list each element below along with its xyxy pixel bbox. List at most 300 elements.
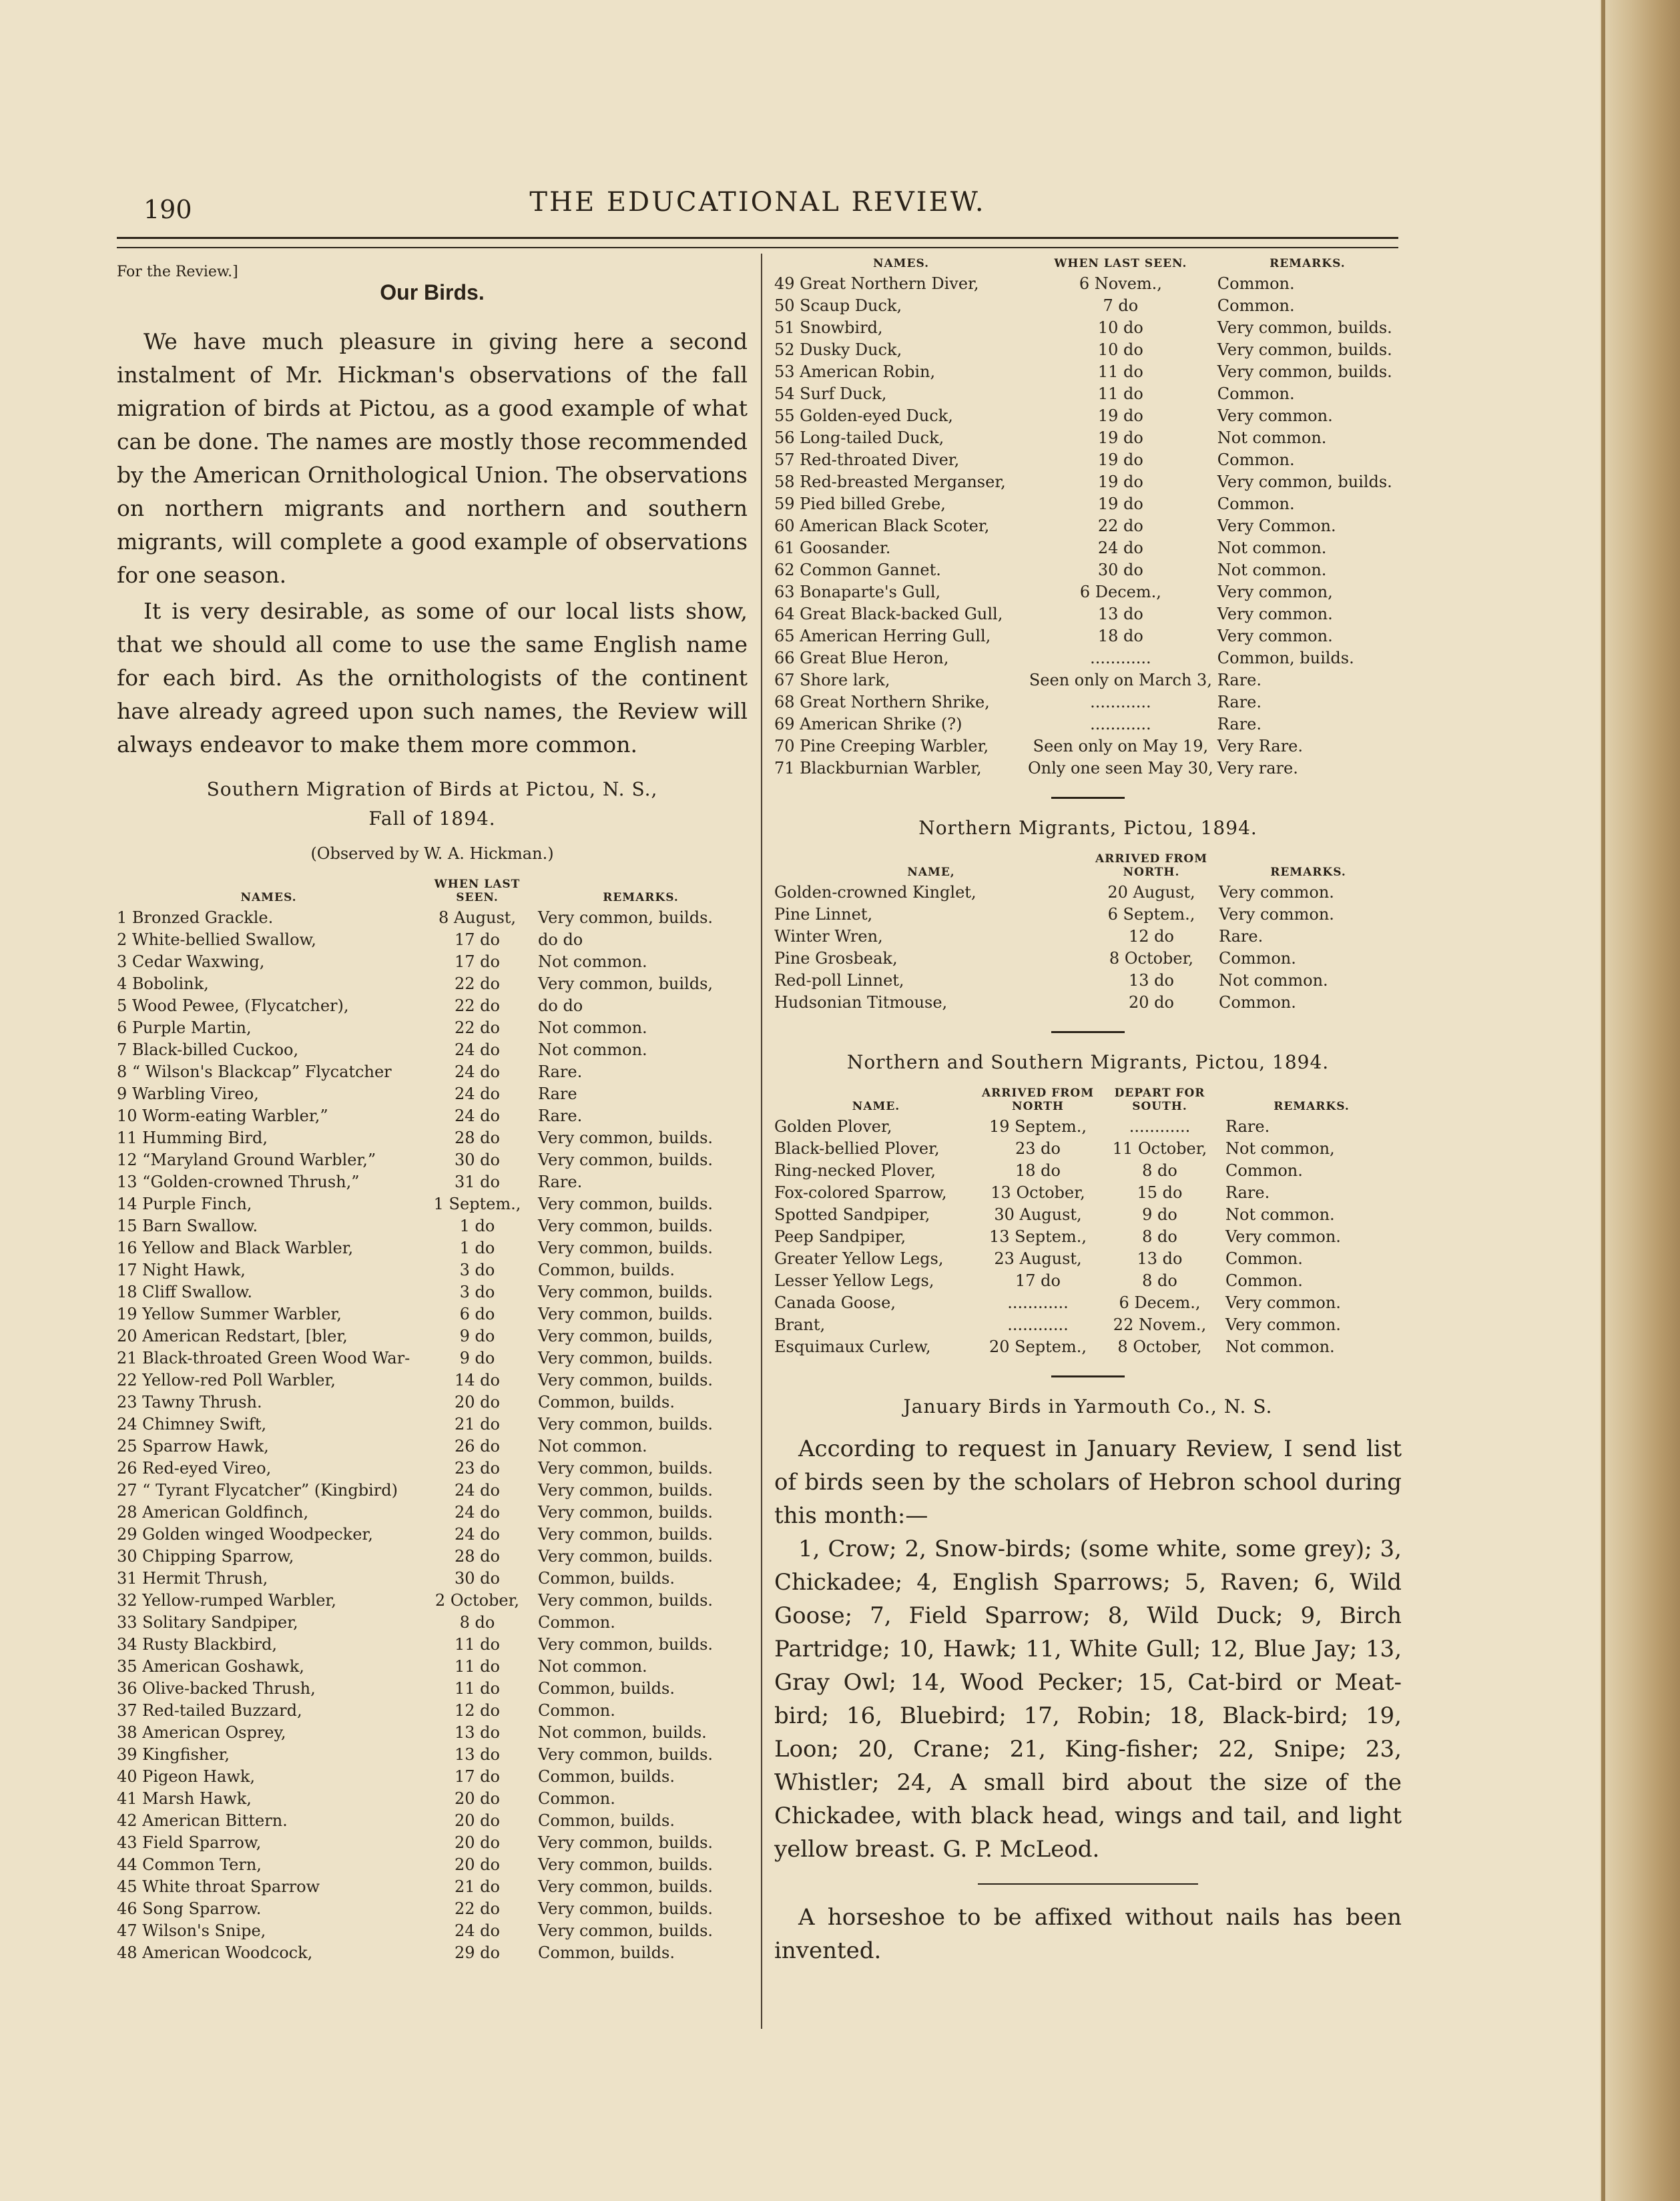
bird-name: 67 Shore lark,	[774, 671, 890, 689]
bird-name: 4 Bobolink,	[117, 974, 209, 993]
remarks: Very common, builds,	[538, 974, 714, 993]
north-south-rows	[774, 1116, 1402, 1358]
last-seen: 24 do	[455, 1062, 500, 1081]
table-row	[117, 1678, 748, 1700]
table-row	[117, 1436, 748, 1458]
bird-name: 70 Pine Creeping Warbler,	[774, 737, 989, 755]
last-seen: 10 do	[1097, 340, 1143, 359]
table-row	[774, 647, 1402, 669]
north-south-migrants-title: Northern and Southern Migrants, Pictou, 1894.	[846, 1051, 1330, 1073]
table-row	[117, 951, 748, 973]
last-seen: ............	[1090, 693, 1151, 711]
table-row	[117, 1832, 748, 1854]
bird-name: 39 Kingfisher,	[117, 1745, 230, 1764]
depart-for-south: 8 do	[1142, 1271, 1177, 1290]
remarks: Very Rare.	[1217, 737, 1303, 755]
column-header-when: WHEN LAST SEEN.	[1054, 257, 1187, 270]
northern-migrants-table	[774, 852, 1402, 1014]
last-seen: 24 do	[455, 1503, 500, 1522]
table-row	[774, 691, 1402, 713]
remarks: Common.	[538, 1789, 615, 1808]
table-row	[117, 1656, 748, 1678]
arrived-from-north: 20 Septem.,	[989, 1337, 1087, 1356]
last-seen: 22 do	[455, 1899, 500, 1918]
remarks: Rare	[538, 1084, 577, 1103]
bird-name: 36 Olive-backed Thrush,	[117, 1679, 316, 1698]
intro-paragraph-1: We have much pleasure in giving here a second instalment of Mr. Hickman's observations of the fall migration of birds at Pictou, as a good example of what can be done. The names are mostly those recommended by the American Ornithological Union. The observations on northern migrants and northern and southern migrants, will complete a good example of observations for one season.	[117, 328, 748, 588]
last-seen: 22 do	[455, 1018, 500, 1037]
table-row	[117, 1017, 748, 1039]
remarks: Very common, builds.	[1217, 473, 1392, 491]
bird-name: 61 Goosander.	[774, 539, 891, 557]
arrived-from-north: 13 Septem.,	[989, 1227, 1087, 1246]
remarks: Rare.	[538, 1107, 583, 1125]
bird-name: 66 Great Blue Heron,	[774, 649, 949, 667]
remarks: Common.	[1219, 993, 1296, 1012]
remarks: Very common.	[1217, 605, 1333, 623]
table-row	[117, 1193, 748, 1215]
section-rule	[1051, 1375, 1125, 1377]
depart-for-south: 8 do	[1142, 1227, 1177, 1246]
bird-name: Spotted Sandpiper,	[774, 1205, 930, 1224]
bird-name: Golden Plover,	[774, 1117, 892, 1136]
last-seen: ............	[1090, 649, 1151, 667]
observer-note: (Observed by W. A. Hickman.)	[310, 844, 554, 863]
remarks: Not common,	[1225, 1139, 1335, 1158]
last-seen: 29 do	[455, 1943, 500, 1962]
remarks: do do	[538, 996, 583, 1015]
bird-name: 18 Cliff Swallow.	[117, 1283, 252, 1301]
table-row	[774, 1336, 1402, 1358]
southern-rows-part-1	[117, 907, 748, 1964]
bird-name: 69 American Shrike (?)	[774, 715, 962, 733]
table-row	[117, 1281, 748, 1303]
table-header-row	[774, 852, 1402, 882]
remarks: Common, builds.	[538, 1767, 675, 1786]
table-row	[774, 669, 1402, 691]
table-row	[117, 1039, 748, 1061]
remarks: Not common.	[538, 1437, 647, 1456]
bird-name: 64 Great Black-backed Gull,	[774, 605, 1003, 623]
table-row	[774, 339, 1402, 361]
bird-name: 1 Bronzed Grackle.	[117, 908, 274, 927]
bird-name: 43 Field Sparrow,	[117, 1833, 262, 1852]
table-row	[117, 1612, 748, 1634]
bird-name: Black-bellied Plover,	[774, 1139, 940, 1158]
right-column	[774, 257, 1402, 1967]
southern-migration-title	[117, 775, 748, 834]
page-edge	[1600, 0, 1680, 2201]
table-row	[774, 926, 1402, 948]
table-row	[117, 1325, 748, 1347]
bird-name: 9 Warbling Vireo,	[117, 1084, 259, 1103]
table-row	[774, 904, 1402, 926]
southern-migration-table	[117, 878, 748, 1964]
last-seen: 11 do	[1097, 362, 1143, 381]
bird-name: 5 Wood Pewee, (Flycatcher),	[117, 996, 349, 1015]
remarks: Not common.	[538, 952, 647, 971]
table-row	[774, 735, 1402, 757]
table-row	[774, 1292, 1402, 1314]
bird-name: 50 Scaup Duck,	[774, 296, 902, 315]
remarks: Not common.	[1217, 561, 1327, 579]
table-row	[117, 1237, 748, 1259]
last-seen: 24 do	[455, 1481, 500, 1500]
arrived-from-north: 18 do	[1015, 1161, 1061, 1180]
column-header-names: NAMES.	[240, 891, 297, 904]
remarks: Very common, builds.	[538, 1745, 714, 1764]
remarks: Common, builds.	[538, 1679, 675, 1698]
table-row	[774, 383, 1402, 405]
remarks: Common.	[1219, 949, 1296, 968]
table-row	[117, 1369, 748, 1391]
bird-name: 19 Yellow Summer Warbler,	[117, 1305, 342, 1323]
last-seen: 13 do	[455, 1723, 500, 1742]
table-row	[774, 948, 1402, 970]
bird-name: 57 Red-throated Diver,	[774, 450, 960, 469]
depart-for-south: ............	[1129, 1117, 1191, 1136]
remarks: Common.	[1225, 1161, 1303, 1180]
remarks: Common.	[1217, 296, 1295, 315]
table-row	[774, 1138, 1402, 1160]
bird-name: 22 Yellow-red Poll Warbler,	[117, 1371, 336, 1389]
remarks: Not common.	[1225, 1337, 1335, 1356]
last-seen: 1 do	[459, 1239, 495, 1257]
bird-name: 62 Common Gannet.	[774, 561, 941, 579]
arrived-from-north: ............	[1007, 1315, 1069, 1334]
bird-name: 53 American Robin,	[774, 362, 936, 381]
last-seen: 20 do	[455, 1855, 500, 1874]
bird-name: 52 Dusky Duck,	[774, 340, 902, 359]
table-row	[774, 427, 1402, 449]
remarks: Common, builds.	[538, 1393, 675, 1411]
last-seen: 28 do	[455, 1547, 500, 1566]
arrived-from-north: 12 do	[1129, 927, 1174, 946]
table-row	[117, 1942, 748, 1964]
arrived-from-north: 13 October,	[991, 1183, 1085, 1202]
southern-title-line-2: Fall of 1894.	[368, 808, 496, 830]
table-row	[117, 1083, 748, 1105]
arrived-from-north: 8 October,	[1109, 949, 1194, 968]
remarks: Common.	[1217, 450, 1295, 469]
remarks: Rare.	[538, 1062, 583, 1081]
remarks: Very common.	[1217, 406, 1333, 425]
table-row	[117, 1259, 748, 1281]
bird-name: 29 Golden winged Woodpecker,	[117, 1525, 373, 1544]
table-row	[117, 1590, 748, 1612]
bird-name: Hudsonian Titmouse,	[774, 993, 948, 1012]
bird-name: 32 Yellow-rumped Warbler,	[117, 1591, 336, 1610]
table-row	[774, 1248, 1402, 1270]
bird-name: 68 Great Northern Shrike,	[774, 693, 990, 711]
arrived-from-north: 19 Septem.,	[989, 1117, 1087, 1136]
table-row	[774, 882, 1402, 904]
table-row	[117, 1634, 748, 1656]
last-seen: 31 do	[455, 1173, 500, 1191]
table-row	[117, 1854, 748, 1876]
remarks: Common.	[1217, 274, 1295, 293]
last-seen: 20 do	[455, 1789, 500, 1808]
table-row	[117, 1149, 748, 1171]
table-row	[774, 1116, 1402, 1138]
bird-name: 26 Red-eyed Vireo,	[117, 1459, 272, 1478]
table-row	[117, 1391, 748, 1413]
southern-migration-table-continued	[774, 257, 1402, 779]
northern-migrants-title: Northern Migrants, Pictou, 1894.	[918, 817, 1257, 839]
bird-name: Red-poll Linnet,	[774, 971, 904, 990]
section-rule	[1051, 1031, 1125, 1033]
remarks: do do	[538, 930, 583, 949]
remarks: Not common.	[538, 1657, 647, 1676]
remarks: Very common, builds.	[538, 1503, 714, 1522]
bird-name: 12 “Maryland Ground Warbler,”	[117, 1151, 376, 1169]
remarks: Very common.	[1219, 905, 1334, 924]
last-seen: 19 do	[1097, 406, 1143, 425]
bird-name: 33 Solitary Sandpiper,	[117, 1613, 298, 1632]
last-seen: Seen only on March 3,	[1029, 671, 1212, 689]
remarks: Very common, builds.	[538, 1217, 714, 1235]
table-row	[117, 1898, 748, 1920]
last-seen: 26 do	[455, 1437, 500, 1456]
table-row	[774, 449, 1402, 471]
january-birds-title: January Birds in Yarmouth Co., N. S.	[903, 1395, 1273, 1418]
remarks: Very rare.	[1217, 759, 1298, 777]
last-seen: 12 do	[455, 1701, 500, 1720]
table-row	[117, 1215, 748, 1237]
remarks: Rare.	[1217, 715, 1262, 733]
remarks: Very common, builds.	[538, 1855, 714, 1874]
remarks: Common.	[538, 1613, 615, 1632]
remarks: Very common.	[1217, 627, 1333, 645]
bird-name: Fox-colored Sparrow,	[774, 1183, 947, 1202]
bird-name: Greater Yellow Legs,	[774, 1249, 944, 1268]
remarks: Very common.	[1219, 883, 1334, 902]
last-seen: 22 do	[455, 996, 500, 1015]
remarks: Very common, builds.	[538, 1415, 714, 1434]
remarks: Very common.	[1225, 1315, 1341, 1334]
bird-name: 31 Hermit Thrush,	[117, 1569, 268, 1588]
remarks: Common, builds.	[538, 1569, 675, 1588]
remarks: Very common, builds.	[538, 1591, 714, 1610]
remarks: Very common, builds.	[538, 1371, 714, 1389]
remarks: Very common,	[1217, 583, 1333, 601]
table-row	[117, 1788, 748, 1810]
bird-name: 25 Sparrow Hawk,	[117, 1437, 269, 1456]
bird-name: 23 Tawny Thrush.	[117, 1393, 262, 1411]
last-seen: 11 do	[455, 1635, 500, 1654]
table-row	[117, 1458, 748, 1480]
bird-name: 24 Chimney Swift,	[117, 1415, 267, 1434]
last-seen: 13 do	[1097, 605, 1143, 623]
left-column	[117, 264, 748, 1964]
bird-name: 14 Purple Finch,	[117, 1195, 252, 1213]
remarks: Common.	[1225, 1249, 1303, 1268]
remarks: Very common, builds.	[538, 1129, 714, 1147]
last-seen: 3 do	[459, 1261, 495, 1279]
last-seen: ............	[1090, 715, 1151, 733]
remarks: Very common, builds.	[538, 1547, 714, 1566]
last-seen: 2 October,	[435, 1591, 520, 1610]
table-row	[774, 603, 1402, 625]
remarks: Rare.	[1219, 927, 1264, 946]
southern-title-line-1: Southern Migration of Birds at Pictou, N. S.,	[206, 778, 658, 800]
bird-name: 42 American Bittern.	[117, 1811, 288, 1830]
bird-name: 65 American Herring Gull,	[774, 627, 991, 645]
header-rule	[117, 237, 1398, 248]
last-seen: 8 do	[459, 1613, 495, 1632]
last-seen: Seen only on May 19,	[1033, 737, 1209, 755]
last-seen: 6 Novem.,	[1079, 274, 1162, 293]
bird-name: 58 Red-breasted Merganser,	[774, 473, 1006, 491]
column-header-remarks: REMARKS.	[1270, 257, 1346, 270]
bird-name: 11 Humming Bird,	[117, 1129, 268, 1147]
bird-name: 54 Surf Duck,	[774, 384, 887, 403]
table-row	[117, 1347, 748, 1369]
remarks: Very common, builds.	[538, 1195, 714, 1213]
january-paragraph-2: 1, Crow; 2, Snow-birds; (some white, some grey); 3, Chickadee; 4, English Sparrows; 5, Raven; 6, Wild Goose; 7, Field Sparrow; 8, Wild Duck; 9, Birch Partridge; 10, Hawk; 11, White Gull; 12, Blue Jay; 13, Gray Owl; 14, Wood Pecker; 15, Cat-bird or Meat-bird; 16, Bluebird; 17, Robin; 18, Black-bird; 19, Loon; 20, Crane; 21, King-fisher; 22, Snipe; 23, Whistler; 24, A small bird about the size of the Chickadee, with black head, wings and tail, and light yellow breast. G. P. McLeod.	[774, 1536, 1402, 1863]
last-seen: 9 do	[459, 1327, 495, 1345]
remarks: Common, builds.	[538, 1811, 675, 1830]
last-seen: 1 Septem.,	[433, 1195, 521, 1213]
table-row	[117, 1920, 748, 1942]
depart-for-south: 22 Novem.,	[1113, 1315, 1207, 1334]
depart-for-south: 9 do	[1142, 1205, 1177, 1224]
last-seen: 19 do	[1097, 450, 1143, 469]
column-header-remarks: REMARKS.	[1274, 1100, 1350, 1113]
depart-for-south: 6 Decem.,	[1119, 1293, 1201, 1312]
remarks: Not common.	[1225, 1205, 1335, 1224]
bird-name: Brant,	[774, 1315, 826, 1334]
table-row	[117, 1502, 748, 1524]
bird-name: Lesser Yellow Legs,	[774, 1271, 934, 1290]
bird-name: 41 Marsh Hawk,	[117, 1789, 252, 1808]
last-seen: 20 do	[455, 1833, 500, 1852]
table-row	[774, 1226, 1402, 1248]
bird-name: 63 Bonaparte's Gull,	[774, 583, 941, 601]
bird-name: 7 Black-billed Cuckoo,	[117, 1040, 299, 1059]
table-row	[774, 713, 1402, 735]
bird-name: 35 American Goshawk,	[117, 1657, 304, 1676]
table-row	[117, 1700, 748, 1722]
table-row	[774, 471, 1402, 493]
table-header-row	[774, 1086, 1402, 1116]
last-seen: 22 do	[1097, 517, 1143, 535]
bird-name: 48 American Woodcock,	[117, 1943, 313, 1962]
bird-name: 27 “ Tyrant Flycatcher” (Kingbird)	[117, 1481, 398, 1500]
column-header-depart: DEPART FOR SOUTH.	[1114, 1086, 1205, 1113]
remarks: Very common, builds.	[1217, 362, 1392, 381]
remarks: Common.	[1217, 384, 1295, 403]
last-seen: 22 do	[455, 974, 500, 993]
remarks: Common, builds.	[538, 1261, 675, 1279]
last-seen: 13 do	[455, 1745, 500, 1764]
bird-name: 8 “ Wilson's Blackcap” Flycatcher	[117, 1062, 392, 1081]
bird-name: 20 American Redstart, [bler,	[117, 1327, 348, 1345]
column-header-arrived: ARRIVED FROM NORTH.	[1095, 852, 1208, 879]
last-seen: 24 do	[455, 1921, 500, 1940]
bird-name: 3 Cedar Waxwing,	[117, 952, 265, 971]
january-paragraph-1: According to request in January Review, I send list of birds seen by the scholars of Hebron school during this month:—	[774, 1436, 1402, 1529]
journal-title: THE EDUCATIONAL REVIEW.	[529, 187, 986, 218]
remarks: Very common, builds.	[538, 1349, 714, 1367]
table-row	[117, 1061, 748, 1083]
table-header-row	[117, 878, 748, 907]
table-row	[117, 1810, 748, 1832]
last-seen: 23 do	[455, 1459, 500, 1478]
remarks: Very common, builds.	[538, 1151, 714, 1169]
bird-name: 46 Song Sparrow.	[117, 1899, 262, 1918]
arrived-from-north: 20 August,	[1107, 883, 1195, 902]
bird-name: 28 American Goldfinch,	[117, 1503, 309, 1522]
arrived-from-north: 23 August,	[994, 1249, 1082, 1268]
depart-for-south: 8 October,	[1117, 1337, 1202, 1356]
bird-name: Winter Wren,	[774, 927, 883, 946]
table-row	[117, 1413, 748, 1436]
remarks: Common.	[538, 1701, 615, 1720]
remarks: Very common, builds.	[538, 1525, 714, 1544]
remarks: Rare.	[1225, 1183, 1270, 1202]
remarks: Common.	[1225, 1271, 1303, 1290]
remarks: Rare.	[1225, 1117, 1270, 1136]
table-row	[117, 1480, 748, 1502]
remarks: Not common.	[1217, 428, 1327, 447]
arrived-from-north: 23 do	[1015, 1139, 1061, 1158]
last-seen: 24 do	[1097, 539, 1143, 557]
bird-name: Esquimaux Curlew,	[774, 1337, 931, 1356]
remarks: Common, builds.	[538, 1943, 675, 1962]
table-row	[774, 493, 1402, 515]
column-header-remarks: REMARKS.	[603, 891, 679, 904]
last-seen: 20 do	[455, 1393, 500, 1411]
last-seen: 30 do	[1097, 561, 1143, 579]
table-row	[774, 1314, 1402, 1336]
bird-name: 44 Common Tern,	[117, 1855, 262, 1874]
bird-name: 34 Rusty Blackbird,	[117, 1635, 277, 1654]
column-header-arrived: ARRIVED FROM NORTH	[981, 1086, 1095, 1113]
bird-name: 30 Chipping Sparrow,	[117, 1547, 294, 1566]
last-seen: 10 do	[1097, 318, 1143, 337]
arrived-from-north: 30 August,	[994, 1205, 1082, 1224]
table-row	[117, 1127, 748, 1149]
table-row	[774, 295, 1402, 317]
page-header	[117, 182, 1398, 228]
table-row	[117, 1876, 748, 1898]
last-seen: Only one seen May 30,	[1027, 759, 1213, 777]
last-seen: 21 do	[455, 1877, 500, 1896]
last-seen: 11 do	[1097, 384, 1143, 403]
remarks: Very Common.	[1217, 517, 1336, 535]
page-number: 190	[144, 195, 192, 224]
last-seen: 18 do	[1097, 627, 1143, 645]
table-header-row	[774, 257, 1402, 273]
remarks: Not common.	[1219, 971, 1328, 990]
arrived-from-north: 13 do	[1129, 971, 1174, 990]
remarks: Rare.	[538, 1173, 583, 1191]
column-header-name: NAME.	[852, 1100, 900, 1113]
table-row	[774, 361, 1402, 383]
table-row	[774, 1204, 1402, 1226]
depart-for-south: 8 do	[1142, 1161, 1177, 1180]
last-seen: 24 do	[455, 1084, 500, 1103]
bird-name: 40 Pigeon Hawk,	[117, 1767, 256, 1786]
remarks: Very common, builds,	[538, 1327, 714, 1345]
north-south-migrants-table	[774, 1086, 1402, 1358]
bird-name: 51 Snowbird,	[774, 318, 883, 337]
remarks: Very common, builds.	[538, 1635, 714, 1654]
bird-name: Canada Goose,	[774, 1293, 896, 1312]
bird-name: 13 “Golden-crowned Thrush,”	[117, 1173, 360, 1191]
table-row	[117, 929, 748, 951]
